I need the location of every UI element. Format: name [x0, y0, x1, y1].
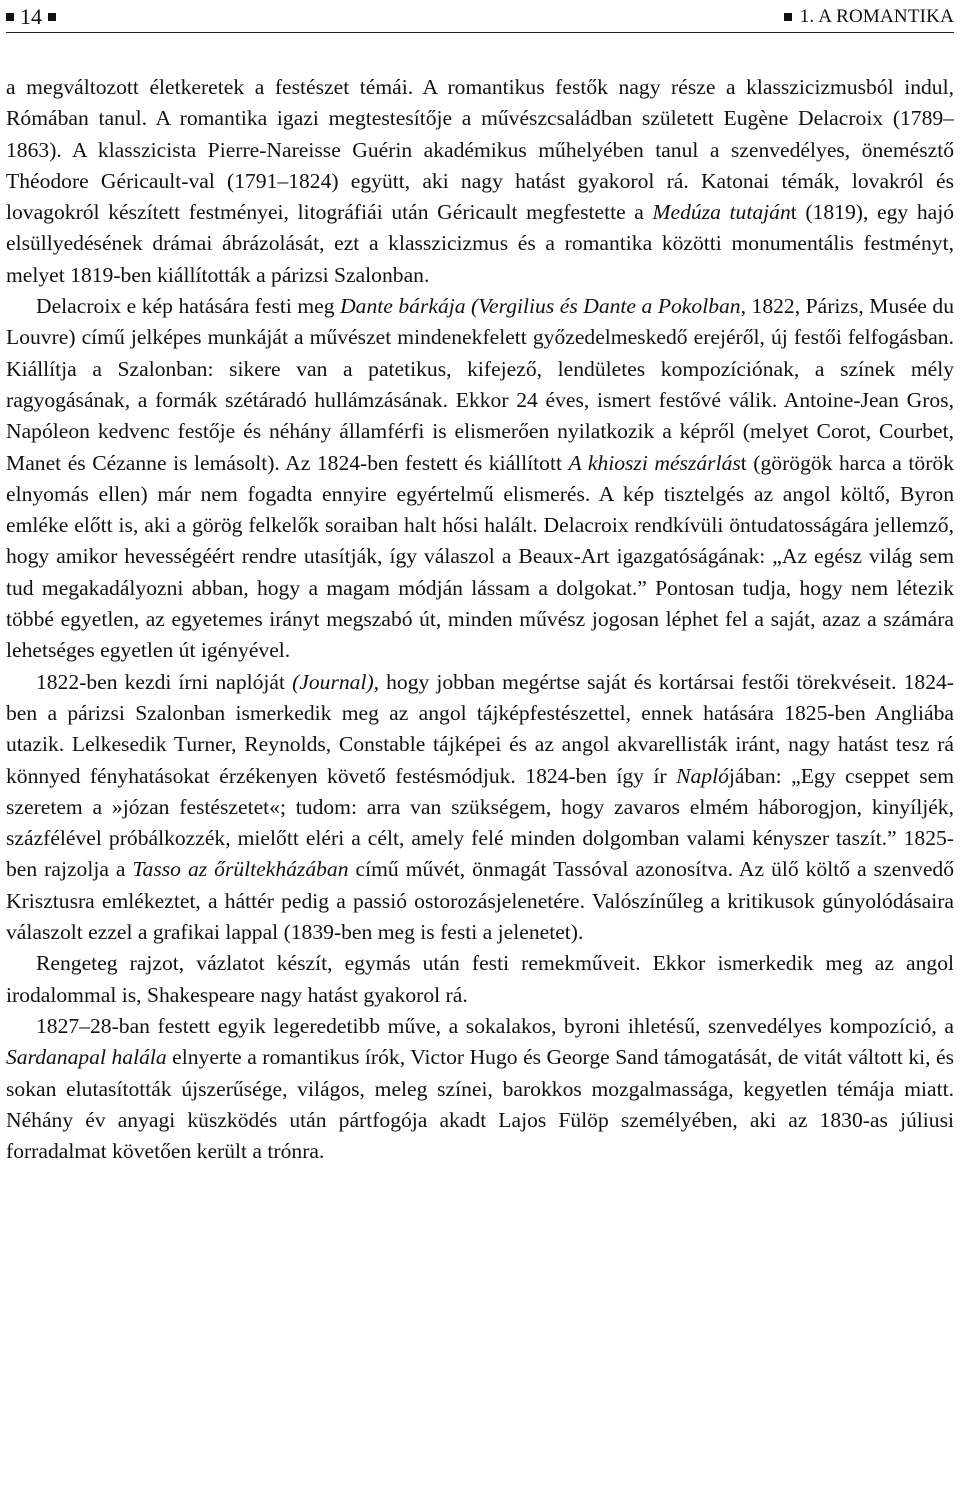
paragraph-3	[6, 667, 954, 949]
text-run: jában: „Egy cseppet sem szeretem a »józan festészetet«; tudom: arra van szükségem, hogy zavaros elmém háborogjon, kinyíljék, százfélével próbálkozzék, mielőtt eléri a célt, amely felé minden dolgomban valami kényszer taszít.” 1825-ben rajzolja a	[6, 763, 954, 882]
paragraph-2	[6, 291, 954, 667]
square-bullet-icon	[6, 13, 14, 21]
text-run: t (1819), egy hajó elsüllyedésének drámai ábrázolását, ezt a klasszicizmus és a romantika közötti monumentális festményt, melyet 1819-ben kiállították a párizsi Szalonban.	[6, 200, 954, 287]
running-header	[6, 2, 954, 33]
italic-title-text: Napló	[676, 763, 729, 788]
text-run: elnyerte a romantikus írók, Victor Hugo és George Sand támogatását, de vitát váltott ki, és sokan elutasították újszerűsége, világos, meleg színei, barokkos mozgalmassága, kegyetlen témája miatt. Néhány év anyagi küszködés után pártfogója akadt Lajos Fülöp személyében, aki az 1830-as júliusi forradalmat követően került a trónra.	[6, 1045, 955, 1164]
italic-title-text: Medúza tutaján	[652, 200, 791, 225]
text-run: 1827–28-ban festett egyik legeredetibb műve, a sokalakos, byroni ihletésű, szenvedélyes kompozíció, a	[36, 1013, 954, 1038]
italic-title-text: Tasso az őrültekházában	[132, 857, 349, 882]
paragraph-1	[6, 72, 954, 291]
body-text	[6, 72, 954, 1167]
text-run: 1822-ben kezdi írni naplóját	[36, 669, 293, 694]
italic-title-text: A khioszi mészárlás	[568, 450, 741, 475]
text-run: című művét, önmagát Tassóval azonosítva. Az ülő költő a szenvedő Krisztusra emlékeztet, a háttér pedig a passió ostorozásjelenetére. Valószínűleg a kritikusok gúnyolódásaira válaszolt ezzel a grafikai lappal (1839-ben meg is festi a jelenetet).	[6, 857, 955, 945]
paragraph-4	[6, 948, 954, 1011]
text-run: hogy jobban megértse saját és kortársai festői törekvéseit. 1824-ben a párizsi Szalonban ismerkedik meg az angol tájképfestészettel, ennek hatására 1825-ben Angliába utazik. Lelkesedik Turner, Reynolds, Constable tájképei és az angol akvarellisták iránt, nagy hatást tesz rá könnyed fényhatásokat érzékenyen követő festésmódjuk. 1824-ben így ír	[6, 669, 954, 788]
italic-title-text: Sardanapal halála	[6, 1045, 167, 1070]
chapter-title-group	[784, 6, 954, 28]
square-bullet-icon	[48, 13, 56, 21]
chapter-title: 1. A ROMANTIKA	[799, 6, 954, 27]
text-run: Rengeteg rajzot, vázlatot készít, egymás után festi remekműveit. Ekkor ismerkedik meg az angol irodalommal is, Shakespeare nagy hatást gyakorol rá.	[6, 951, 954, 1007]
text-run: , 1822, Párizs, Musée du Louvre) című jelképes munkáját a művészet mindenekfelett győzedelmeskedő erejéről, új festői felfogásban. Kiállítja a Szalonban: sikere van a patetikus, kifejező, lendületes kompozíciónak, a színek mély ragyogásának, a formák szétáradó hullámzásának. Ekkor 24 éves, ismert festővé válik. Antoine-Jean Gros, Napóleon kedvenc festője és néhány államférfi is elismerően nyilatkozik a képről (melyet Corot, Courbet, Manet és Cézanne is lemásolt). Az 1824-ben festett és kiállított	[6, 294, 954, 475]
italic-title-text: Dante bárkája (Vergilius és Dante a Pokolban	[340, 294, 741, 319]
page-number-group	[6, 4, 56, 30]
page-number: 14	[20, 4, 42, 29]
paragraph-5	[6, 1011, 954, 1167]
text-run: Delacroix e kép hatására festi meg	[36, 294, 341, 319]
text-run: a megváltozott életkeretek a festészet témái. A romantikus festők nagy része a klasszicizmusból indul, Rómában tanul. A romantika igazi megtestesítője a művészcsaládban született Eugène Delacroix (1789–1863). A klasszicista Pierre-Nareisse Guérin akadémikus műhelyében tanul a szenvedélyes, önemésztő Théodore Géricault-val (1791–1824) együtt, aki nagy hatást gyakorol rá. Katonai témák, lovakról és lovagokról készített festményei, litográfiái után Géricault megfestette a	[6, 75, 954, 225]
square-bullet-icon	[784, 13, 792, 21]
text-run: t (görögök harca a török elnyomás ellen) már nem fogadta ennyire egyértelmű elismerés. A kép tisztelgés az angol költő, Byron emléke előtt is, aki a görög felkelők soraiban halt hősi halált. Delacroix rendkívüli öntudatosságára jellemző, hogy amikor hevességéért rendre utasítják, így válaszol a Beaux-Art igazgatóságának: „Az egész világ sem tud megakadályozni abban, hogy a magam módján lássam a dolgokat.” Pontosan tudja, hogy nem létezik többé egyetlen, az egyetemes irányt megszabó út, minden művész jogosan léphet fel a saját, azaz a számára lehetséges egyetlen út igényével.	[6, 450, 954, 663]
italic-title-text: (Journal),	[292, 669, 380, 694]
